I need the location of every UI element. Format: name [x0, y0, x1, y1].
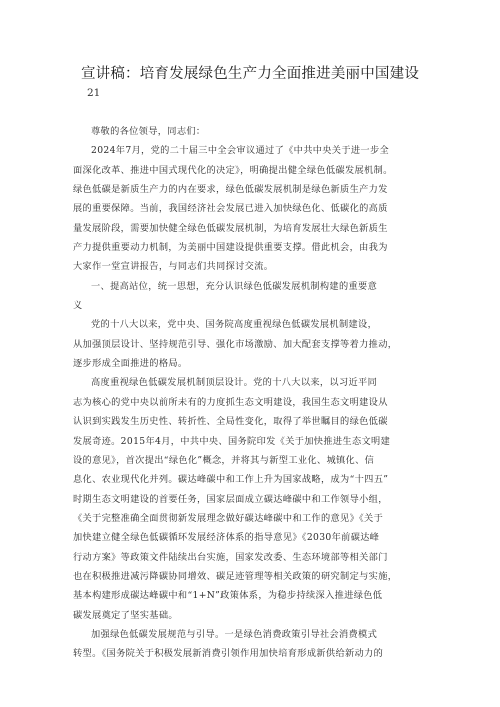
body-line: 面深化改革、推进中国式现代化的决定》，明确提出健全绿色低碳发展机制。	[73, 164, 393, 176]
body-line: 认识到实践发生历史性、转折性、全局性变化，取得了举世瞩目的绿色低碳	[73, 416, 388, 428]
body-line: 基本构建形成碳达峰碳中和“1+N”政策体系，为稳步持续深入推进绿色低	[73, 590, 383, 602]
body-line: 《关于完整准确全面贯彻新发展理念做好碳达峰碳中和工作的意见》《关于	[73, 512, 384, 524]
body-line: 绿色低碳是新质生产力的内在要求，绿色低碳发展机制是绿色新质生产力发	[73, 184, 388, 196]
body-line: 时期生态文明建设的首要任务，国家层面成立碳达峰碳中和工作领导小组，	[73, 493, 388, 505]
body-line: 碳发展奠定了坚实基础。	[73, 609, 178, 621]
body-line: 量发展阶段，需要加快健全绿色低碳发展机制，为培育发展壮大绿色新质生	[73, 222, 388, 234]
body-line: 尊敬的各位领导，同志们：	[91, 126, 206, 137]
body-line: 转型。《国务院关于积极发展新消费引领作用加快培育形成新供给新动力的	[73, 648, 384, 660]
body-line: 一、提高站位，统一思想，充分认识绿色低碳发展机制构建的重要意	[91, 280, 378, 292]
body-line: 加快建立健全绿色低碳循环发展经济体系的指导意见》《2030年前碳达峰	[73, 532, 380, 544]
body-line: 逐步形成全面推进的格局。	[73, 358, 188, 370]
document-body	[73, 122, 435, 664]
body-line: 息化、农业现代化并列。碳达峰碳中和工作上升为国家战略，成为“十四五”	[73, 474, 389, 486]
body-line: 也在积极推进减污降碳协同增效、碳足迹管理等相关政策的研究制定与实施，	[73, 570, 398, 582]
body-line: 从加强顶层设计、坚持规范引导、强化市场激励、加大配套支撑等着力推动，	[73, 338, 398, 350]
body-line: 大家作一堂宣讲报告，与同志们共同探讨交流。	[73, 261, 274, 273]
body-line: 党的十八大以来，党中央、国务院高度重视绿色低碳发展机制建设，	[91, 319, 378, 331]
body-line: 2024年7月，党的二十届三中全会审议通过了《中共中央关于进一步全	[91, 145, 390, 157]
body-line: 产力提供重要动力机制，为美丽中国建设提供重要支撑。借此机会，由我为	[73, 242, 388, 254]
document-title: 宣讲稿：培育发展绿色生产力全面推进美丽中国建设	[80, 66, 420, 82]
body-line: 设的意见》，首次提出“绿色化”概念，并将其与新型工业化、城镇化、信	[73, 454, 375, 466]
body-line: 展的重要保障。当前，我国经济社会发展已进入加快绿色化、低碳化的高质	[73, 203, 388, 215]
body-line: 义	[73, 300, 83, 312]
body-line: 志为核心的党中央以前所未有的力度抓生态文明建设，我国生态文明建设从	[73, 396, 388, 408]
body-line: 发展奇迹。2015年4月，中共中央、国务院印发《关于加快推进生态文明建	[73, 435, 391, 447]
body-line: 加强绿色低碳发展规范与引导。一是绿色消费政策引导社会消费模式	[91, 628, 378, 640]
document-number: 21	[87, 87, 101, 99]
body-line: 行动方案》等政策文件陆续出台实施，国家发改委、生态环境部等相关部门	[73, 551, 388, 563]
body-line: 高度重视绿色低碳发展机制顶层设计。党的十八大以来，以习近平同	[91, 377, 378, 389]
